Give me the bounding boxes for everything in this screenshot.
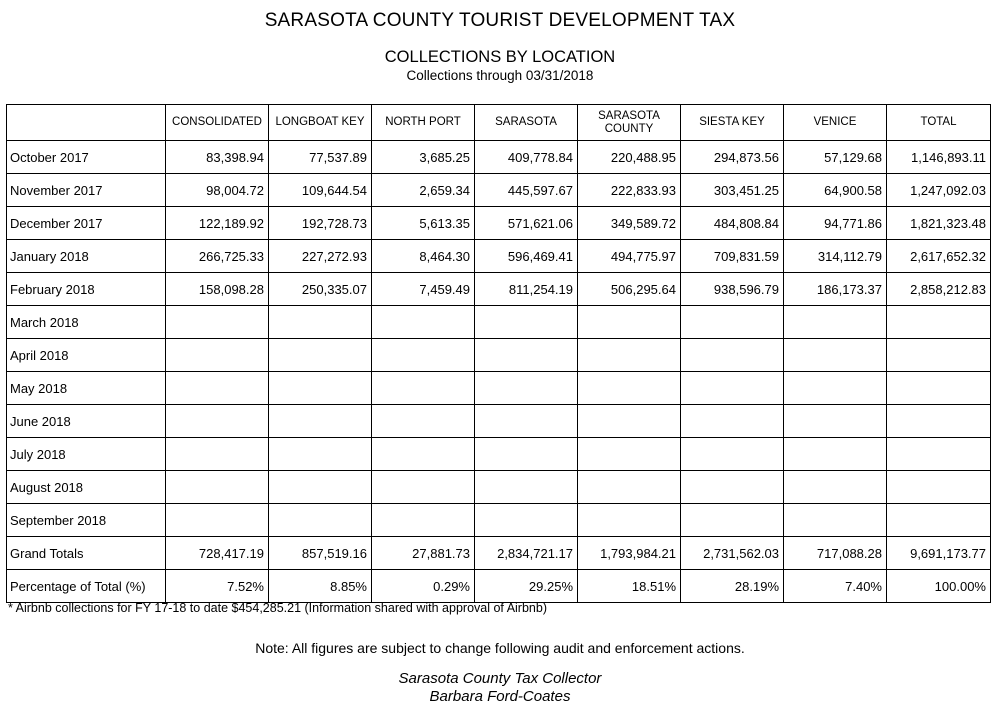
table-cell: 122,189.92	[166, 207, 269, 240]
table-row	[7, 570, 991, 603]
table-cell: 484,808.84	[681, 207, 784, 240]
row-label: June 2018	[7, 405, 166, 438]
table-row	[7, 273, 991, 306]
row-label: February 2018	[7, 273, 166, 306]
row-label: November 2017	[7, 174, 166, 207]
table-cell	[784, 471, 887, 504]
table-cell: 9,691,173.77	[887, 537, 991, 570]
table-cell	[269, 306, 372, 339]
table-cell: 220,488.95	[578, 141, 681, 174]
table-cell: 409,778.84	[475, 141, 578, 174]
table-cell	[784, 306, 887, 339]
table-cell	[681, 504, 784, 537]
table-cell	[372, 339, 475, 372]
table-cell: 158,098.28	[166, 273, 269, 306]
header-cell: NORTH PORT	[372, 105, 475, 141]
table-cell: 100.00%	[887, 570, 991, 603]
table-cell: 8.85%	[269, 570, 372, 603]
signature-office: Sarasota County Tax Collector	[398, 670, 602, 687]
table-cell	[681, 405, 784, 438]
table-cell	[475, 438, 578, 471]
table-cell	[784, 438, 887, 471]
audit-note: Note: All figures are subject to change following audit and enforcement actions.	[255, 640, 745, 656]
table-cell: 186,173.37	[784, 273, 887, 306]
table-cell	[166, 405, 269, 438]
table-cell	[784, 504, 887, 537]
table-cell: 857,519.16	[269, 537, 372, 570]
table-row	[7, 207, 991, 240]
table-cell	[578, 339, 681, 372]
table-cell: 7.52%	[166, 570, 269, 603]
table-cell: 709,831.59	[681, 240, 784, 273]
row-label: March 2018	[7, 306, 166, 339]
table-cell	[166, 471, 269, 504]
table-cell: 314,112.79	[784, 240, 887, 273]
table-cell: 1,821,323.48	[887, 207, 991, 240]
table-cell: 445,597.67	[475, 174, 578, 207]
table-cell	[475, 372, 578, 405]
table-cell: 64,900.58	[784, 174, 887, 207]
table-cell	[475, 306, 578, 339]
row-label: Grand Totals	[7, 537, 166, 570]
page-title: SARASOTA COUNTY TOURIST DEVELOPMENT TAX	[264, 10, 736, 31]
table-cell: 3,685.25	[372, 141, 475, 174]
table-cell	[887, 372, 991, 405]
table-cell	[475, 405, 578, 438]
table-cell	[784, 372, 887, 405]
table-row	[7, 504, 991, 537]
table-cell: 2,858,212.83	[887, 273, 991, 306]
table-header-row	[7, 105, 991, 141]
table-cell	[269, 471, 372, 504]
table-cell: 494,775.97	[578, 240, 681, 273]
table-cell	[269, 438, 372, 471]
table-cell	[269, 504, 372, 537]
table-cell: 27,881.73	[372, 537, 475, 570]
table-row	[7, 405, 991, 438]
header-cell: CONSOLIDATED	[166, 105, 269, 141]
table-cell	[681, 339, 784, 372]
row-label: May 2018	[7, 372, 166, 405]
table-cell	[887, 405, 991, 438]
header-cell: SIESTA KEY	[681, 105, 784, 141]
table-cell: 250,335.07	[269, 273, 372, 306]
header-cell-blank	[7, 105, 166, 141]
table-cell: 303,451.25	[681, 174, 784, 207]
page-subtitle: COLLECTIONS BY LOCATION	[384, 48, 616, 66]
signature-block	[0, 670, 1000, 706]
table-cell	[475, 339, 578, 372]
table-cell	[372, 504, 475, 537]
table-cell: 294,873.56	[681, 141, 784, 174]
table-cell: 77,537.89	[269, 141, 372, 174]
table-cell: 28.19%	[681, 570, 784, 603]
table-cell: 728,417.19	[166, 537, 269, 570]
row-label: August 2018	[7, 471, 166, 504]
row-label: April 2018	[7, 339, 166, 372]
table-row	[7, 438, 991, 471]
table-cell: 571,621.06	[475, 207, 578, 240]
table-row	[7, 372, 991, 405]
table-cell: 94,771.86	[784, 207, 887, 240]
table-cell	[578, 372, 681, 405]
row-label: October 2017	[7, 141, 166, 174]
signature-name: Barbara Ford-Coates	[429, 688, 571, 705]
table-cell: 1,793,984.21	[578, 537, 681, 570]
table-cell: 2,834,721.17	[475, 537, 578, 570]
airbnb-footnote: * Airbnb collections for FY 17-18 to date $454,285.21 (Information shared with approval of Airbnb)	[8, 601, 547, 615]
table-cell	[166, 372, 269, 405]
table-cell	[681, 438, 784, 471]
table-cell: 5,613.35	[372, 207, 475, 240]
row-label: December 2017	[7, 207, 166, 240]
table-cell	[475, 504, 578, 537]
table-cell	[887, 339, 991, 372]
row-label: July 2018	[7, 438, 166, 471]
row-label: Percentage of Total (%)	[7, 570, 166, 603]
table-cell: 349,589.72	[578, 207, 681, 240]
table-cell	[269, 339, 372, 372]
table-row	[7, 537, 991, 570]
table-cell: 222,833.93	[578, 174, 681, 207]
table-cell: 109,644.54	[269, 174, 372, 207]
table-cell	[269, 405, 372, 438]
table-cell: 2,617,652.32	[887, 240, 991, 273]
collections-date: Collections through 03/31/2018	[406, 68, 594, 83]
table-cell: 717,088.28	[784, 537, 887, 570]
header-cell: LONGBOAT KEY	[269, 105, 372, 141]
table-cell	[887, 504, 991, 537]
table-cell	[784, 405, 887, 438]
table-cell: 266,725.33	[166, 240, 269, 273]
table-cell	[578, 504, 681, 537]
table-cell	[269, 372, 372, 405]
row-label: September 2018	[7, 504, 166, 537]
table-cell	[475, 471, 578, 504]
table-cell: 2,659.34	[372, 174, 475, 207]
table-cell	[887, 438, 991, 471]
collections-table	[6, 104, 991, 603]
table-cell: 506,295.64	[578, 273, 681, 306]
table-row	[7, 306, 991, 339]
table-cell	[887, 471, 991, 504]
table-cell	[372, 372, 475, 405]
table-cell	[578, 471, 681, 504]
table-cell: 192,728.73	[269, 207, 372, 240]
table-cell	[372, 306, 475, 339]
table-row	[7, 240, 991, 273]
table-cell: 98,004.72	[166, 174, 269, 207]
table-cell	[681, 471, 784, 504]
table-cell	[681, 372, 784, 405]
table-body	[7, 141, 991, 603]
table-cell	[578, 306, 681, 339]
table-cell	[166, 306, 269, 339]
table-cell: 29.25%	[475, 570, 578, 603]
table-cell: 8,464.30	[372, 240, 475, 273]
table-cell	[372, 438, 475, 471]
table-cell: 0.29%	[372, 570, 475, 603]
table-cell	[578, 405, 681, 438]
header-cell: VENICE	[784, 105, 887, 141]
table-cell: 938,596.79	[681, 273, 784, 306]
table-cell	[784, 339, 887, 372]
table-cell	[166, 339, 269, 372]
table-cell	[166, 438, 269, 471]
table-row	[7, 174, 991, 207]
table-row	[7, 471, 991, 504]
table-row	[7, 141, 991, 174]
table-cell: 57,129.68	[784, 141, 887, 174]
table-cell: 227,272.93	[269, 240, 372, 273]
row-label: January 2018	[7, 240, 166, 273]
table-cell	[887, 306, 991, 339]
table-cell	[166, 504, 269, 537]
table-cell: 2,731,562.03	[681, 537, 784, 570]
table-cell: 596,469.41	[475, 240, 578, 273]
table-cell: 7,459.49	[372, 273, 475, 306]
header-cell: TOTAL	[887, 105, 991, 141]
table-cell: 7.40%	[784, 570, 887, 603]
header-cell: SARASOTA COUNTY	[578, 105, 681, 141]
table-cell: 18.51%	[578, 570, 681, 603]
table-cell: 811,254.19	[475, 273, 578, 306]
table-cell	[681, 306, 784, 339]
table-row	[7, 339, 991, 372]
table-cell	[578, 438, 681, 471]
header-cell: SARASOTA	[475, 105, 578, 141]
table-cell: 83,398.94	[166, 141, 269, 174]
table-cell	[372, 471, 475, 504]
table-cell: 1,146,893.11	[887, 141, 991, 174]
table-cell: 1,247,092.03	[887, 174, 991, 207]
table-cell	[372, 405, 475, 438]
